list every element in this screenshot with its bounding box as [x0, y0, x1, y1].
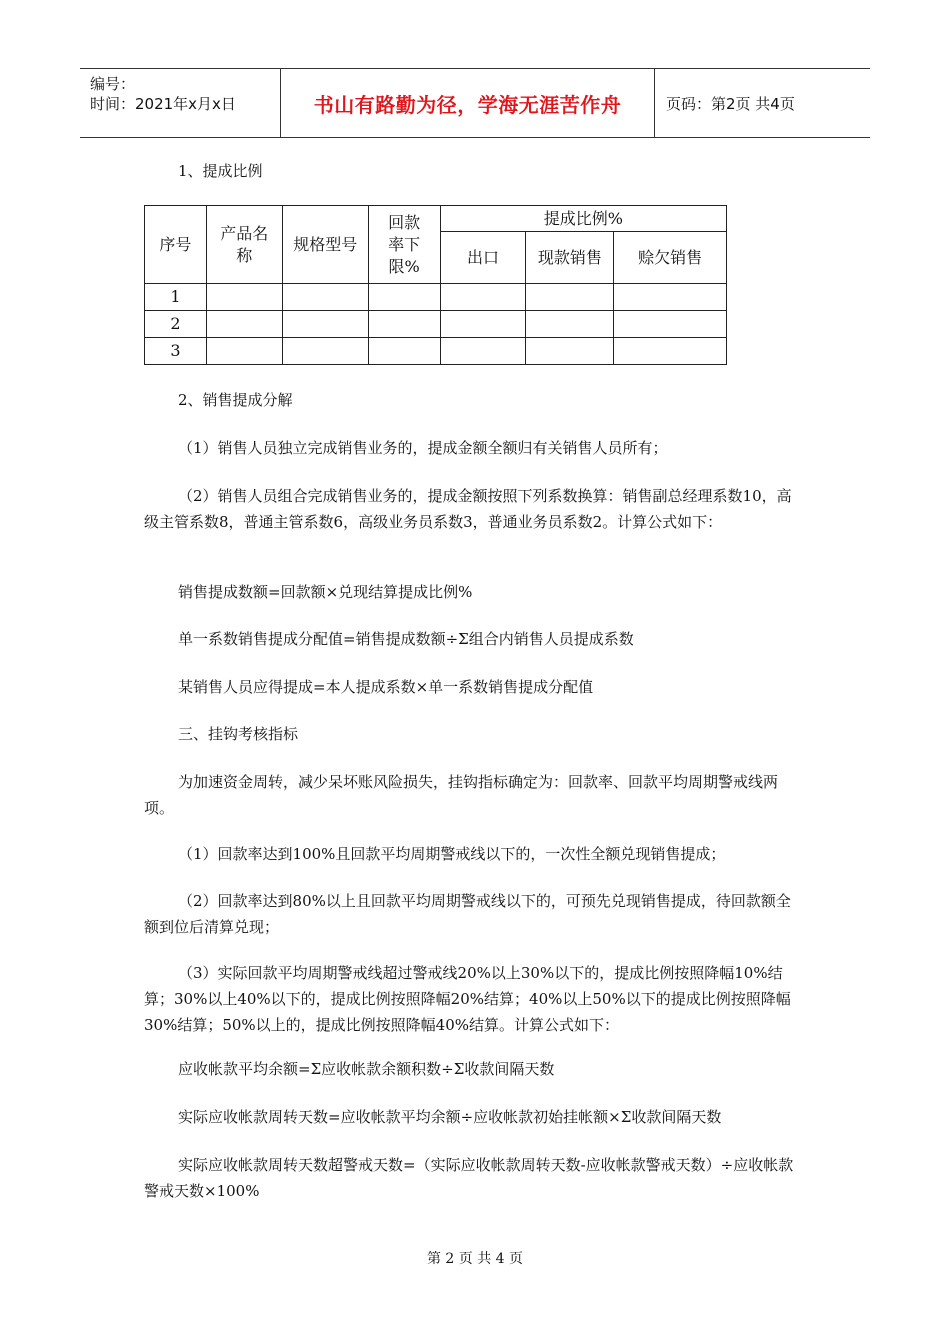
row-number: 1	[145, 284, 207, 311]
time-label: 时间：2021年x月x日	[90, 95, 236, 113]
page-header	[80, 68, 870, 138]
header-cell: 序号	[145, 206, 207, 284]
formula: 应收帐款平均余额=Σ应收帐款余额积数÷Σ收款间隔天数	[178, 1060, 555, 1078]
paragraph: （1）回款率达到100%且回款平均周期警戒线以下的，一次性全额兑现销售提成；	[178, 845, 726, 863]
header-cell-text: 产品名称	[220, 223, 269, 265]
section-title: 2、销售提成分解	[178, 391, 293, 409]
table-cell	[206, 338, 282, 365]
formula: 实际应收帐款周转天数超警戒天数=（实际应收帐款周转天数-应收帐款警戒天数）÷应收帐款警戒天数×100%	[144, 1156, 794, 1200]
table-cell	[440, 338, 526, 365]
table-cell	[526, 338, 614, 365]
header-cell	[368, 206, 440, 284]
paragraph: （3）实际回款平均周期警戒线超过警戒线20%以上30%以下的，提成比例按照降幅10%结算；30%以上40%以下的，提成比例按照降幅20%结算；40%以上50%以下的提成比例按照降幅30%结算；50%以上的，提成比例按照降幅40%结算。计算公式如下：	[144, 964, 791, 1034]
paragraph: （2）销售人员组合完成销售业务的，提成金额按照下列系数换算：销售副总经理系数10，高级主管系数8，普通主管系数6，高级业务员系数3，普通业务员系数2。计算公式如下：	[144, 487, 792, 531]
header-cell	[526, 232, 614, 284]
header-page-info: 页码：第2页 共4页	[666, 94, 795, 113]
table-cell	[368, 338, 440, 365]
header-cell: 提成比例%	[440, 206, 726, 232]
table-row	[145, 311, 727, 338]
table-cell	[368, 284, 440, 311]
table-row	[145, 284, 727, 311]
table-cell	[440, 311, 526, 338]
row-number: 2	[145, 311, 207, 338]
header-cell	[282, 206, 368, 284]
header-cell	[206, 206, 282, 284]
formula: 实际应收帐款周转天数=应收帐款平均余额÷应收帐款初始挂帐额×Σ收款间隔天数	[178, 1108, 722, 1126]
header-cell: 出口	[440, 232, 526, 284]
row-number: 3	[145, 338, 207, 365]
table-cell	[526, 311, 614, 338]
table-cell	[282, 311, 368, 338]
table-cell	[282, 338, 368, 365]
table-cell	[526, 284, 614, 311]
formula: 某销售人员应得提成=本人提成系数×单一系数销售提成分配值	[178, 678, 594, 696]
formula: 销售提成数额=回款额×兑现结算提成比例%	[178, 583, 473, 601]
paragraph: （1）销售人员独立完成销售业务的，提成金额全额归有关销售人员所有；	[178, 439, 668, 457]
table-cell	[206, 311, 282, 338]
section-title: 三、挂钩考核指标	[178, 725, 299, 743]
number-label: 编号：	[90, 75, 136, 93]
paragraph: 为加速资金周转，减少呆坏账风险损失，挂钩指标确定为：回款率、回款平均周期警戒线两项。	[144, 773, 779, 817]
table-cell	[614, 311, 727, 338]
header-cell-text: 规格型号	[293, 234, 358, 254]
paragraph: （2）回款率达到80%以上且回款平均周期警戒线以下的，可预先兑现销售提成，待回款额全额到位后清算兑现；	[144, 892, 791, 936]
header-meta	[80, 69, 280, 137]
page-footer: 第 2 页 共 4 页	[426, 1251, 524, 1267]
table-cell	[614, 338, 727, 365]
table-cell	[206, 284, 282, 311]
table-cell	[282, 284, 368, 311]
table-cell	[440, 284, 526, 311]
header-motto: 书山有路勤为径，学海无涯苦作舟	[280, 69, 655, 137]
formula: 单一系数销售提成分配值=销售提成数额÷Σ组合内销售人员提成系数	[178, 630, 634, 648]
section-title: 1、提成比例	[178, 162, 263, 180]
table-cell	[368, 311, 440, 338]
table-cell	[614, 284, 727, 311]
header-cell-text: 回款率下限%	[388, 212, 421, 276]
header-cell-text: 现款销售	[537, 247, 602, 267]
header-cell: 赊欠销售	[614, 232, 727, 284]
commission-table	[144, 205, 727, 365]
table-row	[145, 338, 727, 365]
